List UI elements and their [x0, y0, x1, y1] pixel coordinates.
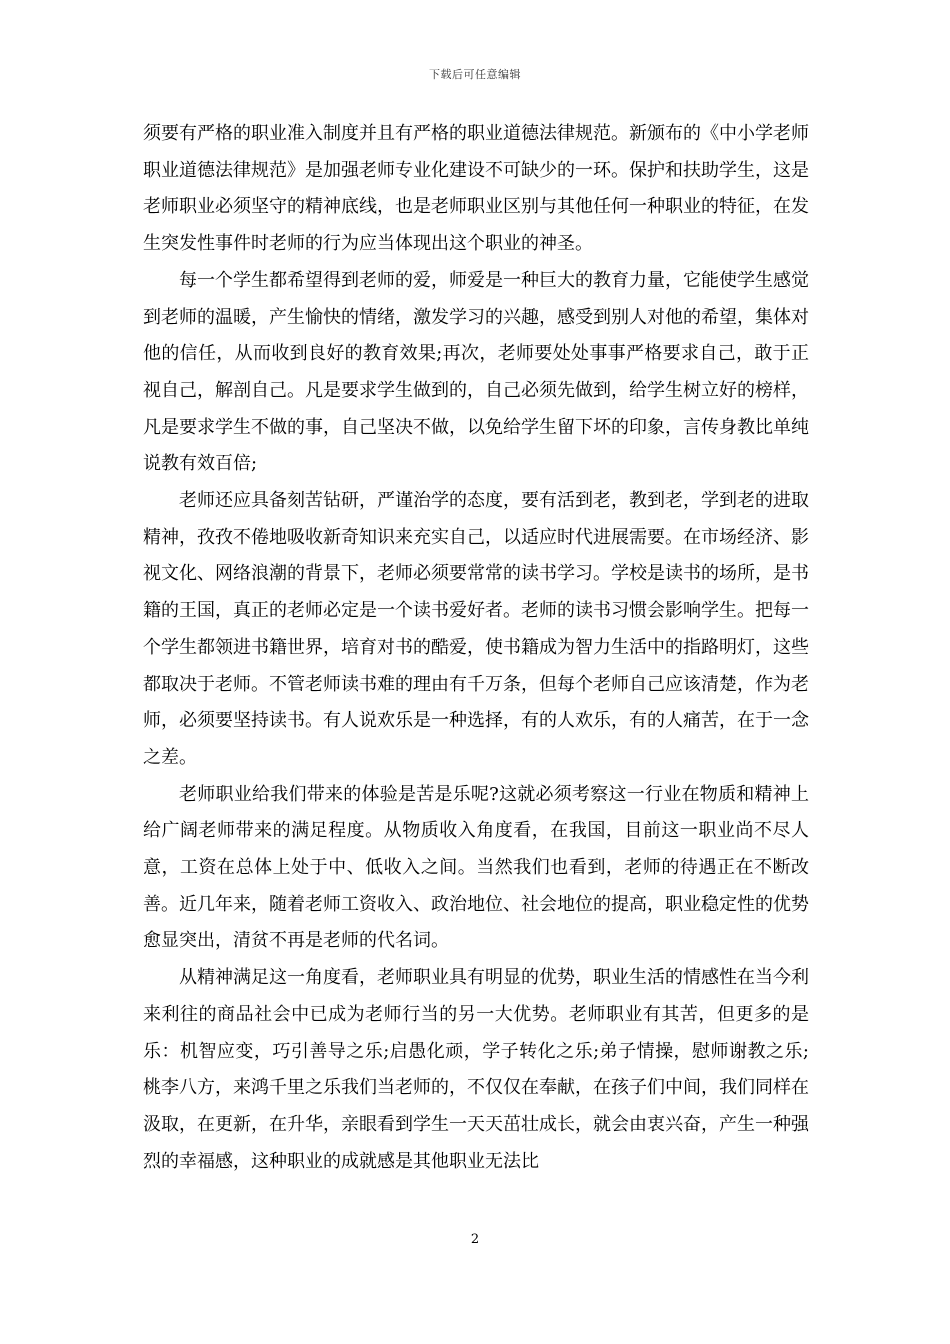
paragraph-5: 从精神满足这一角度看，老师职业具有明显的优势，职业生活的情感性在当今利来利往的商品社会中已成为老师行当的另一大优势。老师职业有其苦，但更多的是乐：机智应变，巧引善导之乐;启愚化顽，学子转化之乐;弟子情操，慰师谢教之乐;桃李八方，来鸿千里之乐我们当老师的，不仅仅在奉献，在孩子们中间，我们同样在汲取，在更新，在升华，亲眼看到学生一天天茁壮成长，就会由衷兴奋，产生一种强烈的幸福感，这种职业的成就感是其他职业无法比	[143, 967, 809, 1172]
paragraph-1: 须要有严格的职业准入制度并且有严格的职业道德法律规范。新颁布的《中小学老师职业道德法律规范》是加强老师专业化建设不可缺少的一环。保护和扶助学生，这是老师职业必须坚守的精神底线，也是老师职业区别与其他任何一种职业的特征，在发生突发性事件时老师的行为应当体现出这个职业的神圣。	[143, 123, 809, 255]
paragraph-4: 老师职业给我们带来的体验是苦是乐呢?这就必须考察这一行业在物质和精神上给广阔老师带来的满足程度。从物质收入角度看，在我国，目前这一职业尚不尽人意，工资在总体上处于中、低收入之间。当然我们也看到，老师的待遇正在不断改善。近几年来，随着老师工资收入、政治地位、社会地位的提高，职业稳定性的优势愈显突出，清贫不再是老师的代名词。	[143, 783, 809, 952]
page-header: 下载后可任意编辑	[429, 68, 521, 81]
paragraph-3: 老师还应具备刻苦钻研，严谨治学的态度，要有活到老，教到老，学到老的进取精神，孜孜不倦地吸收新奇知识来充实自己，以适应时代进展需要。在市场经济、影视文化、网络浪潮的背景下，老师必须要常常的读书学习。学校是读书的场所，是书籍的王国，真正的老师必定是一个读书爱好者。老师的读书习惯会影响学生。把每一个学生都领进书籍世界，培育对书的酷爱，使书籍成为智力生活中的指路明灯，这些都取决于老师。不管老师读书难的理由有千万条，但每个老师自己应该清楚，作为老师，必须要坚持读书。有人说欢乐是一种选择，有的人欢乐，有的人痛苦，在于一念之差。	[143, 490, 809, 768]
page-number: 2	[470, 1232, 480, 1247]
document-body	[143, 116, 809, 1180]
paragraph-2: 每一个学生都希望得到老师的爱，师爱是一种巨大的教育力量，它能使学生感觉到老师的温暖，产生愉快的情绪，激发学习的兴趣，感受到别人对他的希望，集体对他的信任，从而收到良好的教育效果;再次，老师要处处事事严格要求自己，敢于正视自己，解剖自己。凡是要求学生做到的，自己必须先做到，给学生树立好的榜样，凡是要求学生不做的事，自己坚决不做，以免给学生留下坏的印象，言传身教比单纯说教有效百倍;	[143, 269, 809, 475]
